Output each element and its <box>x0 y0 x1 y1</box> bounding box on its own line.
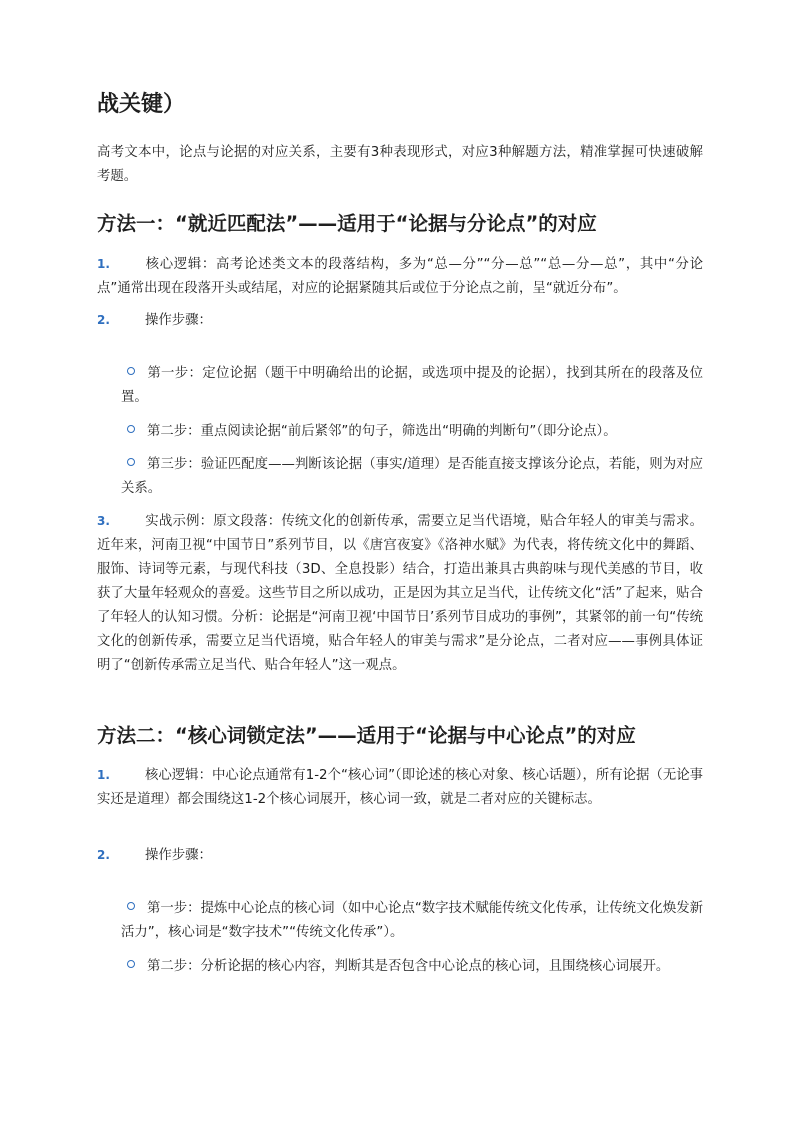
method1-item3 <box>97 509 703 678</box>
method2-step2 <box>121 955 703 979</box>
circle-bullet-icon <box>127 902 135 910</box>
method2-step1 <box>121 897 703 945</box>
step-text: 第三步：验证匹配度——判断该论据（事实/道理）是否能直接支撑该分论点，若能，则为对应关系。 <box>121 457 703 496</box>
method1-item1-text: 核心逻辑：高考论述类文本的段落结构，多为“总—分”“分—总”“总—分—总”，其中“分论点”通常出现在段落开头或结尾，对应的论据紧随其后或位于分论点之前，呈“就近分布”。 <box>97 257 703 296</box>
step-text: 第二步：分析论据的核心内容，判断其是否包含中心论点的核心词，且围绕核心词展开。 <box>147 959 670 974</box>
list-number: 1. <box>97 768 110 782</box>
list-number: 3. <box>97 514 110 528</box>
section-heading: 战关键） <box>97 92 186 117</box>
method2-item1-text: 核心逻辑：中心论点通常有1-2个“核心词”（即论述的核心对象、核心话题），所有论据（无论事实还是道理）都会围绕这1-2个核心词展开，核心词一致，就是二者对应的关键标志。 <box>97 768 703 807</box>
intro-paragraph: 高考文本中，论点与论据的对应关系，主要有3种表现形式，对应3种解题方法，精准掌握可快速破解考题。 <box>97 145 703 184</box>
method2-item2-text: 操作步骤： <box>145 848 212 863</box>
method1-step2 <box>121 420 703 444</box>
circle-bullet-icon <box>127 960 135 968</box>
method1-item2-text: 操作步骤： <box>145 313 212 328</box>
step-text: 第二步：重点阅读论据“前后紧邻”的句子，筛选出“明确的判断句”（即分论点）。 <box>147 424 617 439</box>
method2-item2 <box>97 843 703 868</box>
circle-bullet-icon <box>127 425 135 433</box>
method2-item1 <box>97 763 703 812</box>
method1-item2 <box>97 308 703 333</box>
step-text: 第一步：定位论据（题干中明确给出的论据，或选项中提及的论据），找到其所在的段落及位置。 <box>121 366 703 405</box>
method1-title: 方法一：“就近匹配法”——适用于“论据与分论点”的对应 <box>97 212 597 235</box>
step-text: 第一步：提炼中心论点的核心词（如中心论点“数字技术赋能传统文化传承，让传统文化焕发新活力”，核心词是“数字技术”“传统文化传承”）。 <box>121 901 703 940</box>
method1-item3-text: 实战示例：原文段落：传统文化的创新传承，需要立足当代语境，贴合年轻人的审美与需求。近年来，河南卫视“中国节日”系列节目，以《唐宫夜宴》《洛神水赋》为代表，将传统文化中的舞蹈、服饰、诗词等元素，与现代科技（3D、全息投影）结合，打造出兼具古典韵味与现代美感的节目，收获了大量年轻观众的喜爱。这些节目之所以成功，正是因为其立足当代，让传统文化“活”了起来，贴合了年轻人的认知习惯。分析：论据是“河南卫视‘中国节日’系列节目成功的事例”，其紧邻的前一句“传统文化的创新传承，需要立足当代语境，贴合年轻人的审美与需求”是分论点，二者对应——事例具体证明了“创新传承需立足当代、贴合年轻人”这一观点。 <box>97 514 703 673</box>
circle-bullet-icon <box>127 367 135 375</box>
list-number: 2. <box>97 848 110 862</box>
method1-step3 <box>121 453 703 501</box>
method2-title: 方法二：“核心词锁定法”——适用于“论据与中心论点”的对应 <box>97 724 636 747</box>
list-number: 1. <box>97 257 110 271</box>
circle-bullet-icon <box>127 458 135 466</box>
method1-item1 <box>97 252 703 301</box>
list-number: 2. <box>97 313 110 327</box>
method1-step1 <box>121 362 703 410</box>
